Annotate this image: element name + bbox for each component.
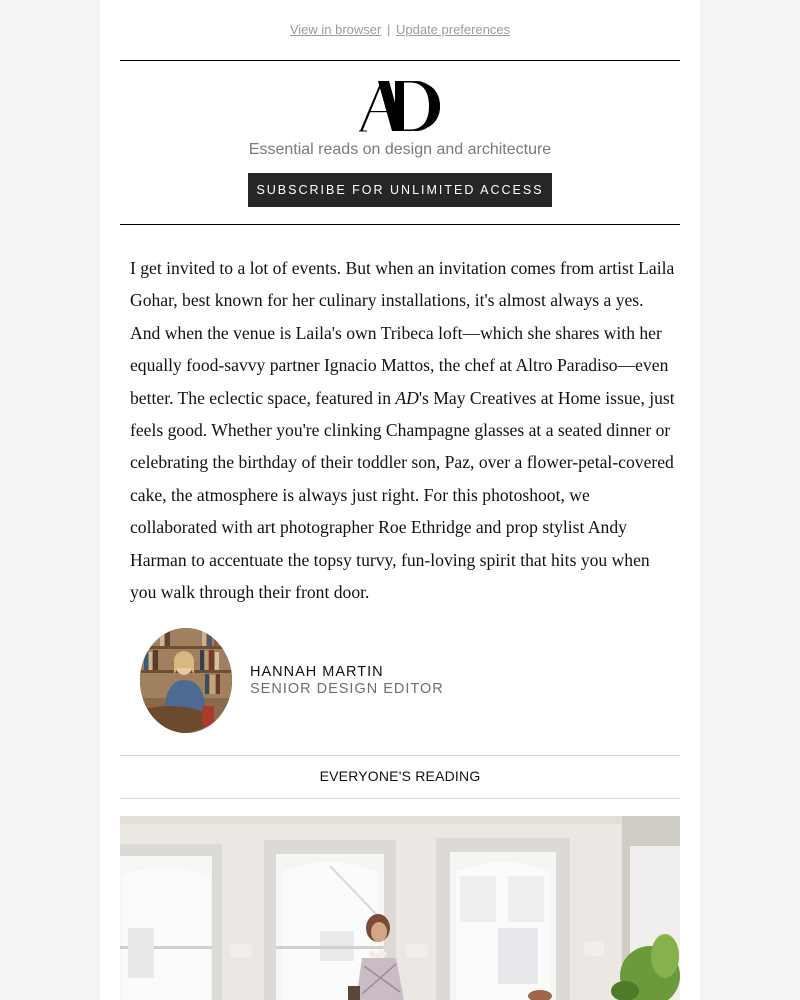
header-top-divider — [120, 60, 680, 61]
header-bottom-divider — [120, 224, 680, 225]
featured-article-image[interactable] — [120, 816, 680, 1000]
section-heading-everyones-reading: EVERYONE'S READING — [319, 768, 481, 784]
intro-text-part-1: I get invited to a lot of events. But when an invitation comes from artist Laila Gohar, best known for her culinary installations, it's almost always a yes. And when the venue is Laila's own Tribeca loft—which she shares with her equally food-savvy partner Ignacio Mattos, the chef at Altro Paradiso—even better. The eclectic space, featured in — [130, 258, 675, 408]
author-avatar — [140, 628, 232, 733]
ad-logo-icon — [359, 78, 441, 134]
author-byline — [140, 628, 660, 734]
email-container — [100, 0, 700, 1000]
author-photo-icon — [140, 628, 232, 733]
ad-logo[interactable] — [100, 78, 700, 134]
intro-paragraph — [130, 252, 675, 608]
view-in-browser-link[interactable]: View in browser — [289, 22, 382, 37]
section-top-divider — [120, 755, 680, 756]
update-preferences-link[interactable]: Update preferences — [395, 22, 511, 37]
loft-interior-photo-icon — [120, 816, 680, 1000]
intro-text-magazine-name: AD — [395, 387, 419, 408]
author-name: HANNAH MARTIN — [250, 664, 384, 680]
intro-text-part-2: 's May Creatives at Home issue, just feels good. Whether you're clinking Champagne glasses at a seated dinner or celebrating the birthday of their toddler son, Paz, over a flower-petal-covered cake, the atmosphere is always just right. For this photoshoot, we collaborated with art photographer Roe Ethridge and prop stylist Andy Harman to accentuate the topsy turvy, fun-loving spirit that hits you when you walk through their front door. — [130, 387, 675, 603]
link-separator: | — [386, 22, 391, 37]
top-links — [100, 22, 700, 37]
section-bottom-divider — [120, 798, 680, 799]
tagline: Essential reads on design and architecture — [248, 141, 552, 158]
subscribe-button[interactable]: SUBSCRIBE FOR UNLIMITED ACCESS — [248, 173, 552, 207]
author-title: SENIOR DESIGN EDITOR — [250, 681, 444, 697]
